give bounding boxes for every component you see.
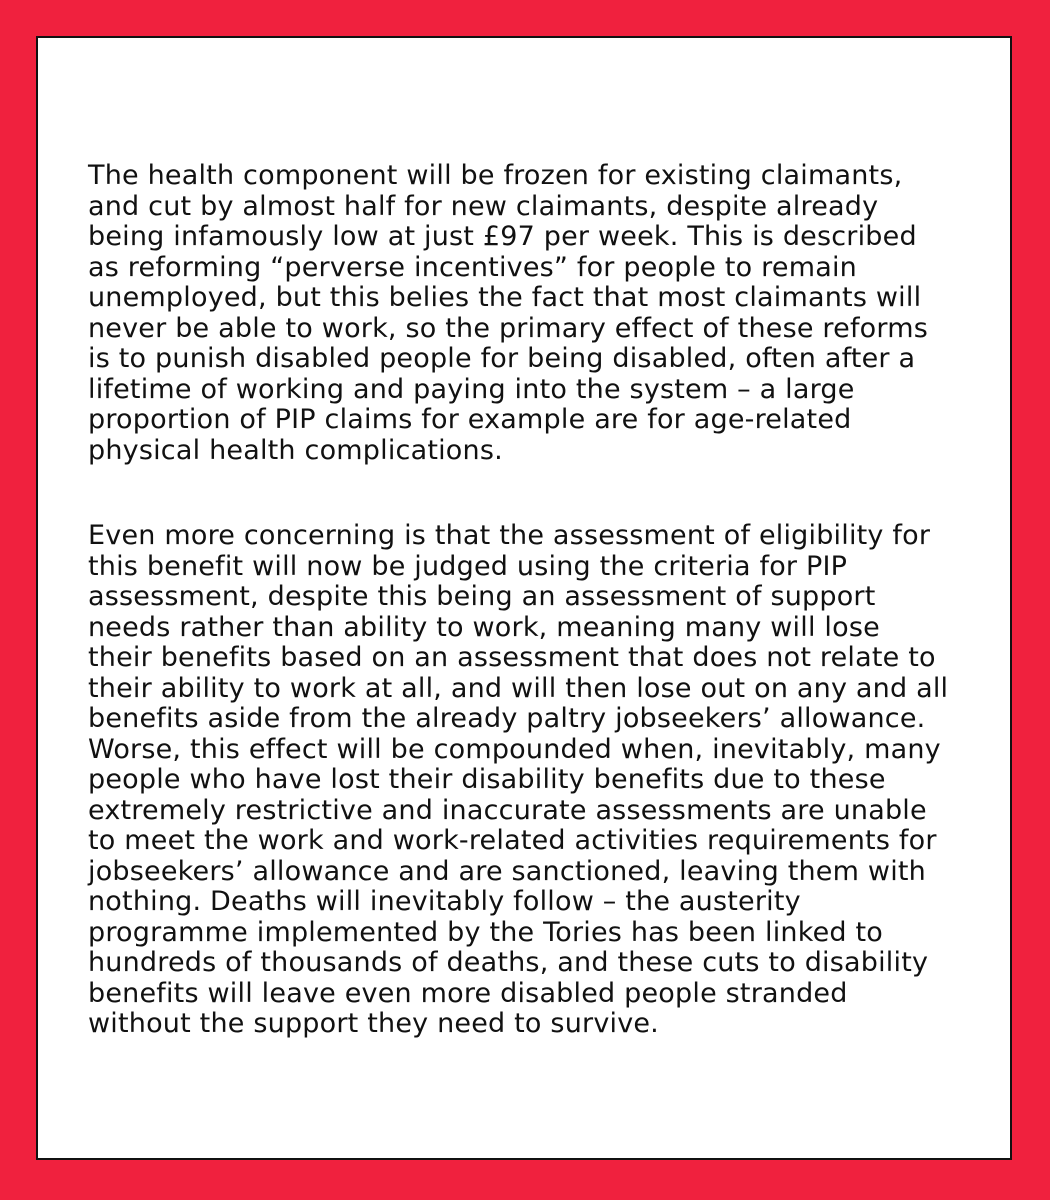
- paragraph-line: as reforming “perverse incentives” for people to remain: [88, 251, 857, 283]
- paragraph-line: Even more concerning is that the assessment of eligibility for: [88, 520, 931, 551]
- paragraph-1: [88, 161, 988, 466]
- paragraph-line: extremely restrictive and inaccurate assessments are unable: [88, 794, 927, 826]
- paragraph-2: [88, 521, 988, 1040]
- paragraph-line: their benefits based on an assessment that does not relate to: [88, 642, 936, 673]
- paragraph-line: benefits aside from the already paltry jobseekers’ allowance.: [88, 703, 926, 734]
- paragraph-line: Worse, this effect will be compounded when, inevitably, many: [88, 733, 941, 765]
- paragraph-line: being infamously low at just £97 per week. This is described: [88, 221, 917, 252]
- paragraph-line: to meet the work and work-related activities requirements for: [88, 825, 937, 856]
- paragraph-line: their ability to work at all, and will then lose out on any and all: [88, 672, 949, 704]
- text-card: [36, 36, 1012, 1160]
- paragraph-line: never be able to work, so the primary effect of these reforms: [88, 312, 928, 344]
- paragraph-line: jobseekers’ allowance and are sanctioned, leaving them with: [88, 855, 926, 887]
- paragraph-line: this benefit will now be judged using the criteria for PIP: [88, 550, 848, 582]
- paragraph-line: hundreds of thousands of deaths, and these cuts to disability: [88, 947, 929, 978]
- paragraph-line: needs rather than ability to work, meaning many will lose: [88, 611, 880, 643]
- paragraph-line: unemployed, but this belies the fact that most claimants will: [88, 282, 922, 313]
- paragraph-line: The health component will be frozen for existing claimants,: [88, 160, 903, 191]
- paragraph-line: lifetime of working and paying into the system – a large: [88, 373, 855, 405]
- paragraph-line: is to punish disabled people for being disabled, often after a: [88, 343, 916, 374]
- paragraph-line: people who have lost their disability benefits due to these: [88, 764, 886, 795]
- paragraph-line: nothing. Deaths will inevitably follow – the austerity: [88, 886, 801, 917]
- paragraph-line: assessment, despite this being an assessment of support: [88, 581, 876, 612]
- paragraph-line: without the support they need to survive.: [88, 1008, 659, 1039]
- paragraph-line: physical health complications.: [88, 434, 503, 466]
- paragraph-line: benefits will leave even more disabled people stranded: [88, 977, 848, 1009]
- paragraph-line: proportion of PIP claims for example are for age-related: [88, 404, 852, 435]
- paragraph-line: and cut by almost half for new claimants, despite already: [88, 190, 879, 222]
- paragraph-line: programme implemented by the Tories has been linked to: [88, 916, 884, 948]
